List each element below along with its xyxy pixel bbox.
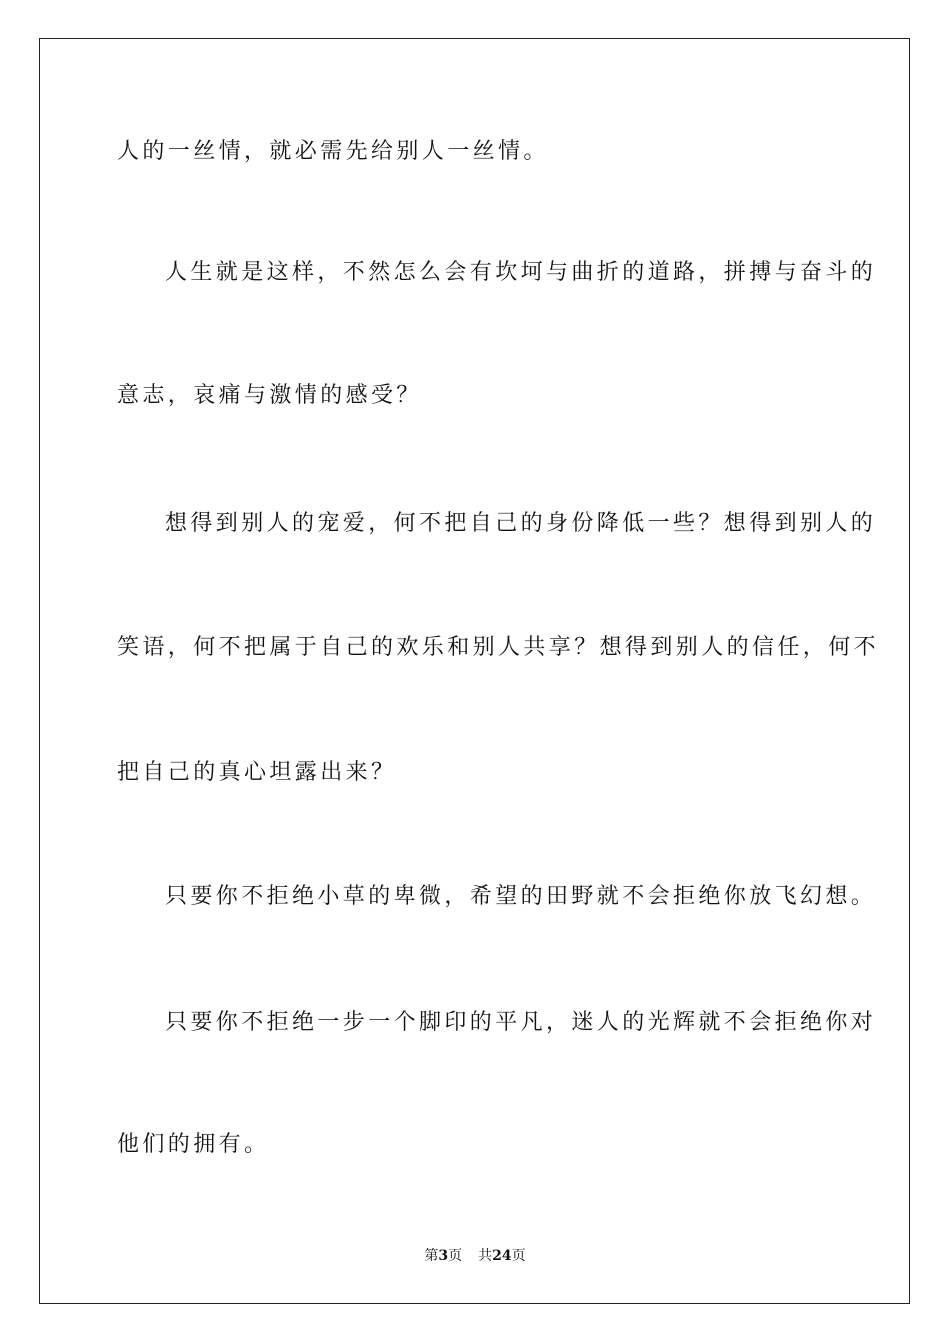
paragraph-line: 把自己的真心坦露出来？: [117, 760, 397, 785]
page-number: 3: [438, 1248, 449, 1264]
paragraph-line: 笑语，何不把属于自己的欢乐和别人共享？想得到别人的信任，何不: [117, 635, 880, 660]
paragraph-line: 人生就是这样，不然怎么会有坎坷与曲折的道路，拼搏与奋斗的: [165, 260, 877, 285]
page-label-prefix: 第: [424, 1248, 439, 1264]
paragraph-line: 只要你不拒绝小草的卑微，希望的田野就不会拒绝你放飞幻想。: [165, 884, 877, 909]
page-footer: [0, 1246, 950, 1266]
paragraph-line: 只要你不拒绝一步一个脚印的平凡，迷人的光辉就不会拒绝你对: [165, 1010, 877, 1035]
page-border: [39, 38, 910, 1304]
paragraph-line: 意志，哀痛与激情的感受？: [117, 383, 422, 408]
paragraph-line: 他们的拥有。: [117, 1132, 270, 1157]
total-label-prefix: 共: [478, 1248, 493, 1264]
page-label-suffix: 页: [448, 1248, 463, 1264]
paragraph-line: 人的一丝情，就必需先给别人一丝情。: [117, 139, 549, 164]
total-label-suffix: 页: [511, 1248, 526, 1264]
paragraph-line: 想得到别人的宠爱，何不把自己的身份降低一些？想得到别人的: [165, 511, 877, 536]
total-pages: 24: [492, 1248, 512, 1264]
